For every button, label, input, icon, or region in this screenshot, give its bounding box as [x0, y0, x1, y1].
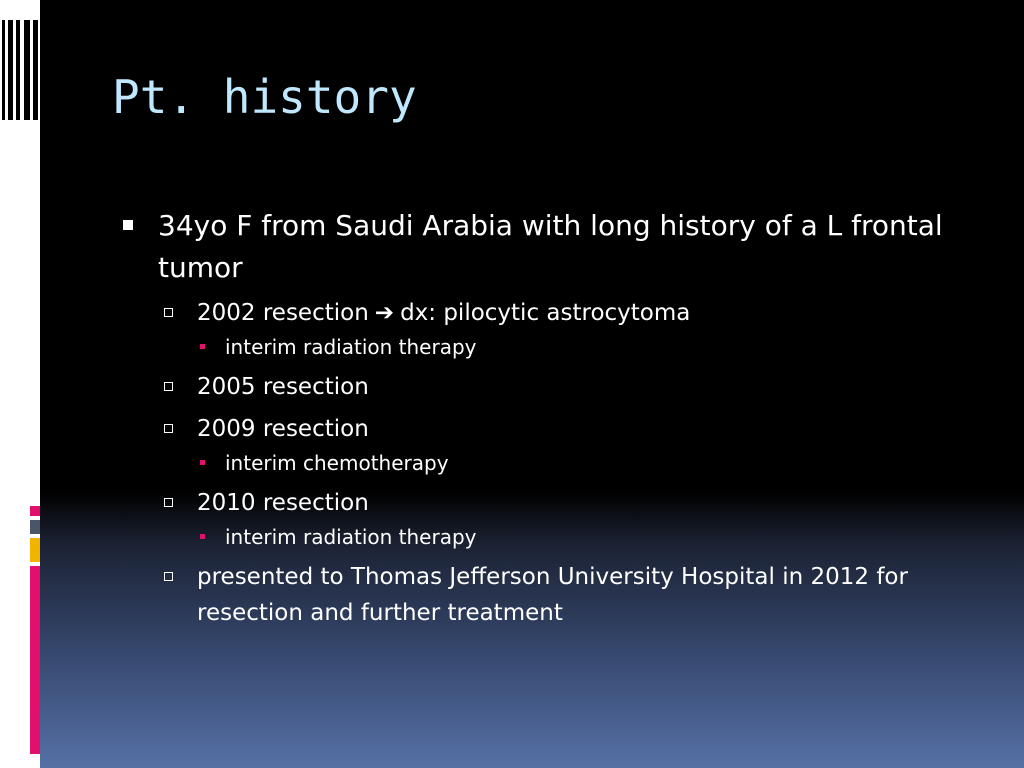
bullet-list — [120, 205, 990, 631]
bullet-text: 2002 resection — [197, 300, 369, 326]
decor-bar — [8, 20, 13, 120]
bullet-text: interim radiation therapy — [225, 335, 477, 359]
bullet-text: presented to Thomas Jefferson University Hospital in 2012 for resection and further treatment — [197, 564, 908, 626]
decor-bar — [33, 20, 38, 120]
bullet-level-1 — [120, 205, 990, 289]
hollow-square-bullet-icon — [164, 382, 173, 391]
bullet-level-2 — [120, 559, 990, 631]
square-bullet-icon — [123, 220, 133, 230]
small-square-bullet-icon — [200, 534, 205, 539]
hollow-square-bullet-icon — [164, 424, 173, 433]
bullet-text: dx: pilocytic astrocytoma — [400, 300, 691, 326]
bullet-level-2 — [120, 369, 990, 405]
bullet-text: 2005 resection — [197, 374, 369, 400]
small-square-bullet-icon — [200, 344, 205, 349]
bullet-text: interim radiation therapy — [225, 525, 477, 549]
bullet-text: 34yo F from Saudi Arabia with long history of a L frontal tumor — [158, 209, 943, 284]
accent-yellow-block — [30, 538, 40, 562]
bullet-text: interim chemotherapy — [225, 451, 449, 475]
decor-bar — [2, 20, 5, 120]
bullet-level-3 — [120, 521, 990, 553]
arrow-right-icon: ➔ — [374, 300, 395, 326]
bullet-text: 2010 resection — [197, 490, 369, 516]
bullet-level-3 — [120, 447, 990, 479]
hollow-square-bullet-icon — [164, 498, 173, 507]
hollow-square-bullet-icon — [164, 308, 173, 317]
bullet-level-2 — [120, 411, 990, 447]
small-square-bullet-icon — [200, 460, 205, 465]
accent-gray-block — [30, 520, 40, 534]
bullet-level-3 — [120, 331, 990, 363]
accent-pink-bar — [30, 566, 40, 754]
slide-title: Pt. history — [112, 70, 417, 124]
bullet-level-2 — [120, 295, 990, 331]
left-decor-strip — [0, 0, 40, 768]
bullet-level-2 — [120, 485, 990, 521]
bullet-text: 2009 resection — [197, 416, 369, 442]
decor-bar — [24, 20, 30, 120]
hollow-square-bullet-icon — [164, 572, 173, 581]
decor-bar — [16, 20, 20, 120]
accent-pink-block — [30, 506, 40, 516]
